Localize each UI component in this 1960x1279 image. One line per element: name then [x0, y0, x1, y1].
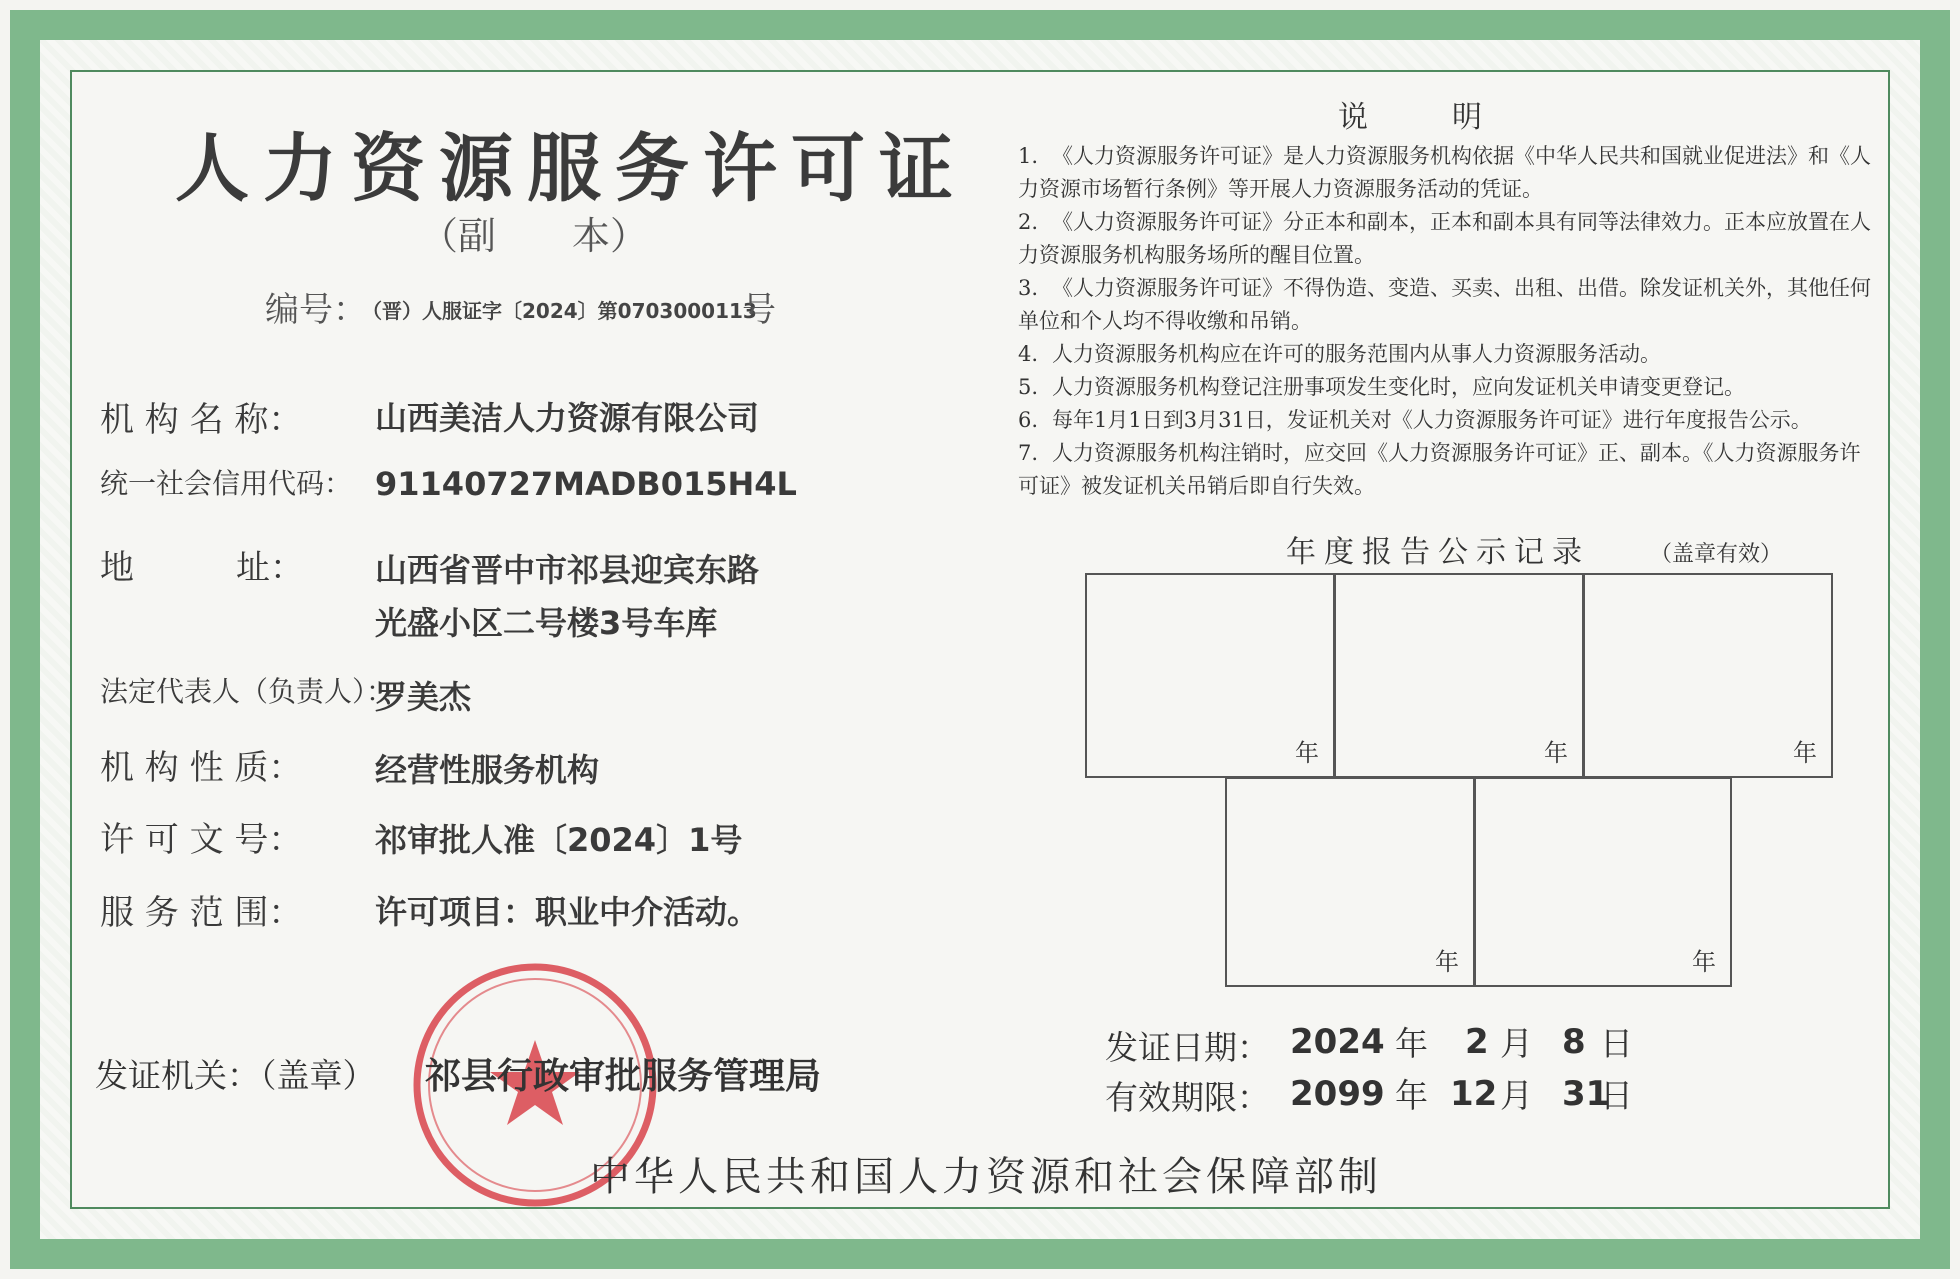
address-label: 地 址： — [100, 548, 304, 588]
note-item: 2. 《人力资源服务许可证》分正本和副本，正本和副本具有同等法律效力。正本应放置在人力资源服务机构服务场所的醒目位置。 — [1018, 210, 1871, 267]
valid-month: 12 — [1450, 1074, 1498, 1114]
annual-box-3: 年 — [1583, 573, 1833, 778]
license-no-value: 祁审批人准〔2024〕1号 — [375, 821, 743, 859]
valid-month-unit: 月 — [1500, 1076, 1533, 1115]
nature-value: 经营性服务机构 — [375, 751, 600, 789]
number-value: （晋）人服证字〔2024〕第0703000113 — [362, 299, 757, 323]
address-line2: 光盛小区二号楼3号车库 — [375, 604, 718, 642]
issue-year: 2024 — [1290, 1022, 1385, 1062]
copy-label: （副 本） — [420, 214, 649, 258]
legal-rep-label: 法定代表人（负责人）： — [100, 675, 395, 708]
issuer-value: 祁县行政审批服务管理局 — [425, 1056, 822, 1097]
annual-box-2: 年 — [1334, 573, 1584, 778]
org-name-value: 山西美洁人力资源有限公司 — [375, 399, 760, 437]
valid-day: 31 — [1562, 1074, 1610, 1114]
annual-report-title: 年度报告公示记录 — [1286, 535, 1590, 570]
notes-title: 说 明 — [1338, 100, 1490, 135]
notes-list — [1018, 140, 1878, 503]
service-scope-value: 许可项目：职业中介活动。 — [375, 893, 760, 931]
nature-label: 机 构 性 质： — [100, 748, 303, 788]
legal-rep-value: 罗美杰 — [375, 678, 472, 716]
issue-day: 8 — [1562, 1022, 1586, 1062]
valid-year-unit: 年 — [1395, 1076, 1428, 1115]
issuing-ministry-footer: 中华人民共和国人力资源和社会保障部制 — [590, 1154, 1382, 1200]
note-item: 4. 人力资源服务机构应在许可的服务范围内从事人力资源服务活动。 — [1018, 342, 1661, 366]
annual-box-5: 年 — [1474, 777, 1732, 987]
annual-box-1: 年 — [1085, 573, 1335, 778]
note-item: 5. 人力资源服务机构登记注册事项发生变化时，应向发证机关申请变更登记。 — [1018, 375, 1745, 399]
note-item: 3. 《人力资源服务许可证》不得伪造、变造、买卖、出租、出借。除发证机关外，其他任何单位和个人均不得收缴和吊销。 — [1018, 276, 1871, 333]
note-item: 1. 《人力资源服务许可证》是人力资源服务机构依据《中华人民共和国就业促进法》和《人力资源市场暂行条例》等开展人力资源服务活动的凭证。 — [1018, 144, 1871, 201]
issuer-label: 发证机关：（盖章） — [95, 1056, 376, 1095]
issue-date-label: 发证日期： — [1105, 1028, 1270, 1067]
note-item: 7. 人力资源服务机构注销时，应交回《人力资源服务许可证》正、副本。《人力资源服务许可证》被发证机关吊销后即自行失效。 — [1018, 441, 1861, 498]
issue-day-unit: 日 — [1600, 1024, 1633, 1063]
service-scope-label: 服 务 范 围： — [100, 893, 303, 933]
note-item: 6. 每年1月1日到3月31日，发证机关对《人力资源服务许可证》进行年度报告公示。 — [1018, 408, 1812, 432]
issue-month-unit: 月 — [1500, 1024, 1533, 1063]
credit-code-value: 91140727MADB015H4L — [375, 465, 797, 503]
annual-box-4: 年 — [1225, 777, 1475, 987]
license-no-label: 许 可 文 号： — [100, 820, 303, 860]
number-label: 编号： — [265, 290, 367, 330]
issue-month: 2 — [1465, 1022, 1489, 1062]
annual-report-note: （盖章有效） — [1650, 542, 1783, 567]
org-name-label: 机 构 名 称： — [100, 400, 303, 440]
valid-year: 2099 — [1290, 1074, 1385, 1114]
valid-day-unit: 日 — [1600, 1076, 1633, 1115]
valid-until-label: 有效期限： — [1105, 1078, 1270, 1117]
address-line1: 山西省晋中市祁县迎宾东路 — [375, 551, 760, 589]
issue-year-unit: 年 — [1395, 1024, 1428, 1063]
credit-code-label: 统一社会信用代码： — [100, 467, 353, 500]
certificate-title: 人力资源服务许可证 — [175, 126, 967, 212]
number-suffix: 号 — [742, 290, 776, 330]
